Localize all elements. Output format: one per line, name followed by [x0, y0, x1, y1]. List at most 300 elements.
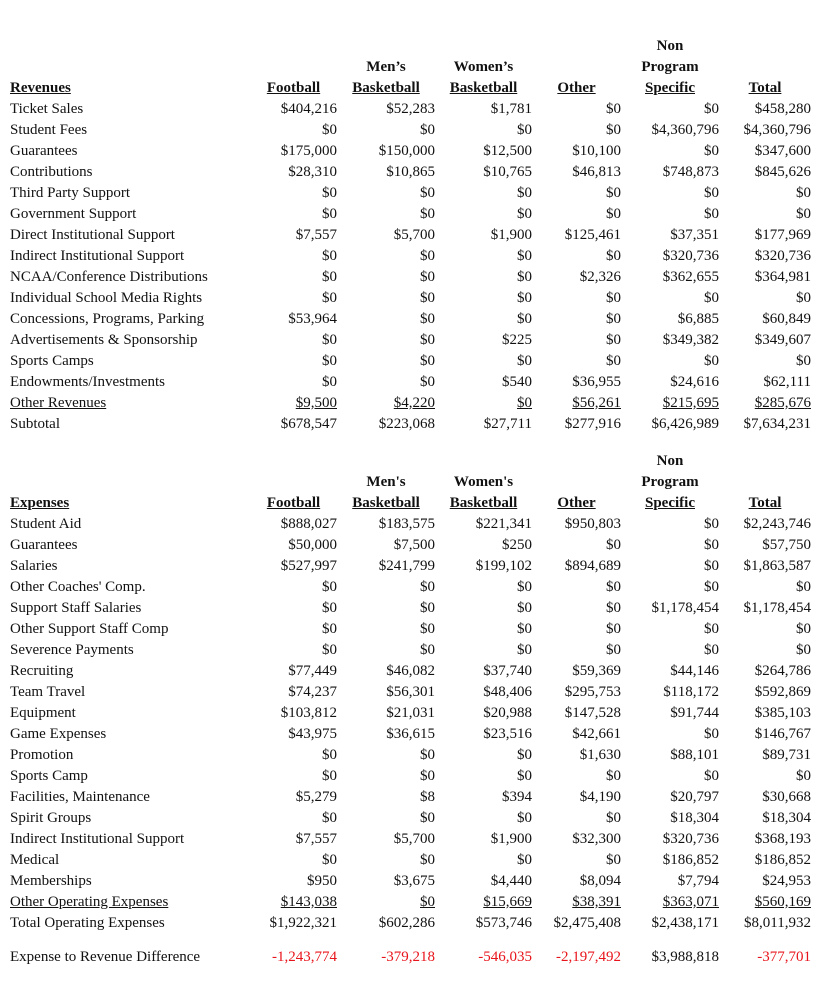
- cell-value-text: $241,799: [378, 558, 435, 574]
- cell-value: [337, 745, 435, 766]
- cell-value: [435, 745, 532, 766]
- cell-value: [719, 120, 811, 141]
- row-label: [10, 661, 250, 682]
- cell-value: [719, 141, 811, 162]
- cell-value: [621, 703, 719, 724]
- cell-value-text: $347,600: [754, 143, 811, 159]
- cell-value-text: $24,616: [670, 374, 719, 390]
- cell-value-text: $0: [420, 185, 435, 201]
- cell-value-text: $0: [704, 537, 719, 553]
- table-row: [10, 703, 811, 724]
- cell-value: [250, 871, 337, 892]
- cell-value: [250, 330, 337, 351]
- cell-value-text: $0: [606, 248, 621, 264]
- cell-value-text: $37,740: [483, 663, 532, 679]
- cell-value: [719, 246, 811, 267]
- cell-value: [435, 162, 532, 183]
- cell-value-text: $37,351: [670, 227, 719, 243]
- column-header-cell: [435, 451, 532, 472]
- cell-value: [621, 120, 719, 141]
- cell-value-text: $0: [420, 353, 435, 369]
- column-header-cell: [250, 57, 337, 78]
- column-header: Men's: [366, 474, 406, 490]
- cell-value: [719, 514, 811, 535]
- cell-value: [250, 598, 337, 619]
- cell-value: [719, 829, 811, 850]
- cell-value-text: $6,885: [677, 311, 719, 327]
- cell-value-text: $0: [322, 642, 337, 658]
- cell-value: [250, 99, 337, 120]
- table-row: [10, 535, 811, 556]
- cell-value-text: $118,172: [663, 684, 719, 700]
- table-row: [10, 309, 811, 330]
- cell-value-text: $0: [606, 206, 621, 222]
- cell-value-text: $0: [517, 122, 532, 138]
- cell-value-text: $7,500: [393, 537, 435, 553]
- column-header-cell: [435, 36, 532, 57]
- cell-value: [435, 766, 532, 787]
- cell-value-text: $215,695: [662, 395, 719, 411]
- cell-value-text: $0: [606, 122, 621, 138]
- cell-value-text: $21,031: [386, 705, 435, 721]
- revenues-body: [10, 99, 811, 435]
- column-header-cell: [621, 451, 719, 472]
- revenues-header-row: [10, 78, 811, 99]
- cell-value: [719, 577, 811, 598]
- cell-value: [435, 913, 532, 934]
- cell-value-text: $53,964: [288, 311, 337, 327]
- cell-value-text: $0: [796, 185, 811, 201]
- cell-value: [250, 577, 337, 598]
- cell-value-text: $8: [420, 789, 435, 805]
- cell-value: [621, 745, 719, 766]
- cell-value-text: $91,744: [670, 705, 719, 721]
- cell-value-text: $0: [704, 726, 719, 742]
- cell-value-text: $0: [420, 374, 435, 390]
- cell-value: [621, 619, 719, 640]
- cell-value: [621, 141, 719, 162]
- cell-value-text: $540: [502, 374, 532, 390]
- cell-value-text: $0: [420, 852, 435, 868]
- row-label: [10, 577, 250, 598]
- row-label: [10, 162, 250, 183]
- table-row: [10, 871, 811, 892]
- row-label: [10, 808, 250, 829]
- cell-value: [435, 535, 532, 556]
- cell-value-text: $0: [517, 768, 532, 784]
- cell-value-text: $89,731: [762, 747, 811, 763]
- column-header-cell: [250, 472, 337, 493]
- row-label-text: Medical: [10, 852, 60, 868]
- cell-value: [719, 892, 811, 913]
- cell-value: [621, 267, 719, 288]
- cell-value: [250, 913, 337, 934]
- expenses-header: [10, 451, 811, 514]
- cell-value: [719, 640, 811, 661]
- difference-value: -1,243,774: [272, 949, 337, 965]
- cell-value: [532, 724, 621, 745]
- cell-value: [435, 246, 532, 267]
- cell-value: [532, 787, 621, 808]
- table-row: [10, 598, 811, 619]
- column-header-cell: [435, 57, 532, 78]
- column-header-cell: [719, 493, 811, 514]
- cell-value-text: $264,786: [754, 663, 811, 679]
- column-header-cell: [10, 451, 250, 472]
- cell-value-text: $0: [322, 810, 337, 826]
- column-header: Football: [266, 80, 321, 96]
- cell-value: [532, 183, 621, 204]
- cell-value-text: $0: [517, 395, 532, 411]
- column-header: Men’s: [366, 59, 406, 75]
- column-header: Basketball: [352, 495, 420, 511]
- cell-value: [435, 372, 532, 393]
- cell-value-text: $18,304: [762, 810, 811, 826]
- cell-value: [719, 598, 811, 619]
- cell-value: [435, 556, 532, 577]
- cell-value: [337, 640, 435, 661]
- column-header-cell: [337, 451, 435, 472]
- cell-value: [532, 393, 621, 414]
- cell-value: [532, 162, 621, 183]
- cell-value: [719, 535, 811, 556]
- cell-value: [532, 204, 621, 225]
- cell-value: [435, 850, 532, 871]
- cell-value: [621, 162, 719, 183]
- cell-value-text: $285,676: [754, 395, 811, 411]
- cell-value-text: $0: [322, 206, 337, 222]
- cell-value-text: $23,516: [483, 726, 532, 742]
- row-label-text: Promotion: [10, 747, 74, 763]
- row-label: [10, 225, 250, 246]
- cell-value-text: $0: [517, 621, 532, 637]
- cell-value: [435, 267, 532, 288]
- cell-value: [435, 141, 532, 162]
- row-label-text: Salaries: [10, 558, 58, 574]
- table-row: [10, 766, 811, 787]
- cell-value-text: $320,736: [662, 248, 719, 264]
- cell-value: [250, 372, 337, 393]
- cell-value-text: $320,736: [754, 248, 811, 264]
- cell-value: [719, 351, 811, 372]
- cell-value: [719, 787, 811, 808]
- column-header-cell: [10, 472, 250, 493]
- row-label-text: Recruiting: [10, 663, 74, 679]
- cell-value: [621, 598, 719, 619]
- cell-value-text: $7,794: [677, 873, 719, 889]
- cell-value: [621, 682, 719, 703]
- cell-value: [532, 141, 621, 162]
- cell-value-text: $0: [517, 852, 532, 868]
- table-row: [10, 162, 811, 183]
- column-header: Basketball: [449, 80, 518, 96]
- cell-value: [337, 703, 435, 724]
- cell-value-text: $0: [322, 122, 337, 138]
- cell-value: [250, 661, 337, 682]
- cell-value-text: $0: [517, 269, 532, 285]
- row-label-text: Subtotal: [10, 416, 61, 432]
- cell-value-text: $0: [796, 353, 811, 369]
- row-label-text: Facilities, Maintenance: [10, 789, 150, 805]
- cell-value: [719, 393, 811, 414]
- row-label-text: Indirect Institutional Support: [10, 248, 185, 264]
- cell-value-text: $1,900: [490, 227, 532, 243]
- cell-value-text: $4,360,796: [743, 122, 811, 138]
- column-header: Other: [557, 495, 596, 511]
- cell-value: [337, 682, 435, 703]
- cell-value-text: $362,655: [662, 269, 719, 285]
- cell-value-text: $0: [322, 852, 337, 868]
- cell-value-text: $295,753: [564, 684, 621, 700]
- cell-value-text: $0: [322, 768, 337, 784]
- cell-value: [337, 99, 435, 120]
- cell-value-text: $2,243,746: [743, 516, 811, 532]
- cell-value-text: $0: [517, 248, 532, 264]
- cell-value: [250, 724, 337, 745]
- cell-value: [337, 850, 435, 871]
- cell-value-text: $0: [704, 642, 719, 658]
- column-header-cell: [435, 78, 532, 99]
- cell-value-text: $147,528: [564, 705, 621, 721]
- column-header: Total: [748, 80, 782, 96]
- cell-value-text: $48,406: [483, 684, 532, 700]
- column-header-cell: [621, 36, 719, 57]
- row-label-text: Other Support Staff Comp: [10, 621, 169, 637]
- cell-value-text: $6,426,989: [651, 416, 719, 432]
- difference-value: -379,218: [381, 949, 435, 965]
- cell-value: [250, 766, 337, 787]
- cell-value-text: $150,000: [378, 143, 435, 159]
- row-label-text: Support Staff Salaries: [10, 600, 142, 616]
- column-header: Non: [656, 453, 684, 469]
- cell-value: [337, 598, 435, 619]
- cell-value-text: $0: [704, 579, 719, 595]
- cell-value-text: $0: [796, 290, 811, 306]
- cell-value-text: $0: [606, 353, 621, 369]
- cell-value-text: $77,449: [288, 663, 337, 679]
- cell-value: [621, 225, 719, 246]
- column-header-cell: [10, 36, 250, 57]
- cell-value: [250, 703, 337, 724]
- cell-value: [337, 724, 435, 745]
- cell-value-text: $0: [420, 206, 435, 222]
- cell-value: [435, 225, 532, 246]
- column-header-cell: [337, 36, 435, 57]
- row-label-text: Student Aid: [10, 516, 82, 532]
- cell-value-text: $0: [704, 621, 719, 637]
- cell-value-text: $177,969: [754, 227, 811, 243]
- cell-value: [621, 330, 719, 351]
- table-row: [10, 829, 811, 850]
- cell-value: [337, 829, 435, 850]
- cell-value: [337, 204, 435, 225]
- cell-value-text: $845,626: [754, 164, 811, 180]
- column-header-cell: [719, 36, 811, 57]
- column-header: Specific: [645, 495, 695, 511]
- cell-value-text: $458,280: [754, 101, 811, 117]
- column-header-cell: [719, 57, 811, 78]
- cell-value-text: $0: [420, 642, 435, 658]
- cell-value-text: $42,661: [572, 726, 621, 742]
- cell-value-text: $50,000: [288, 537, 337, 553]
- cell-value: [719, 267, 811, 288]
- column-header-cell: [337, 57, 435, 78]
- cell-value: [532, 309, 621, 330]
- cell-value-text: $0: [704, 353, 719, 369]
- cell-value-text: $0: [517, 290, 532, 306]
- cell-value: [719, 661, 811, 682]
- cell-value: [250, 745, 337, 766]
- cell-value: [621, 204, 719, 225]
- cell-value: [337, 514, 435, 535]
- cell-value-text: $250: [502, 537, 532, 553]
- cell-value-text: $20,988: [483, 705, 532, 721]
- cell-value-text: $0: [517, 642, 532, 658]
- cell-value-text: $0: [796, 768, 811, 784]
- row-label: [10, 351, 250, 372]
- cell-value: [621, 246, 719, 267]
- cell-value: [337, 267, 435, 288]
- cell-value: [435, 661, 532, 682]
- cell-value-text: $1,630: [579, 747, 621, 763]
- cell-value: [250, 309, 337, 330]
- column-header-cell: [719, 472, 811, 493]
- cell-value: [719, 619, 811, 640]
- cell-value-text: $0: [606, 852, 621, 868]
- cell-value: [250, 787, 337, 808]
- cell-value: [532, 246, 621, 267]
- cell-value: [435, 724, 532, 745]
- row-label: [10, 414, 250, 435]
- cell-value: [337, 661, 435, 682]
- cell-value-text: $0: [704, 185, 719, 201]
- cell-value: [250, 892, 337, 913]
- row-label-text: Direct Institutional Support: [10, 227, 175, 243]
- cell-value: [435, 393, 532, 414]
- cell-value: [532, 913, 621, 934]
- revenues-table: [10, 36, 811, 435]
- cell-value: [621, 640, 719, 661]
- cell-value-text: $0: [322, 353, 337, 369]
- cell-value: [621, 535, 719, 556]
- cell-value: [532, 871, 621, 892]
- cell-value: [250, 141, 337, 162]
- table-row: [10, 183, 811, 204]
- cell-value: [621, 808, 719, 829]
- table-row: [10, 393, 811, 414]
- cell-value: [250, 850, 337, 871]
- cell-value: [435, 330, 532, 351]
- row-label-text: Contributions: [10, 164, 93, 180]
- column-header: Program: [641, 474, 699, 490]
- cell-value: [250, 619, 337, 640]
- cell-value-text: $394: [502, 789, 532, 805]
- cell-value-text: $59,369: [572, 663, 621, 679]
- cell-value-text: $0: [704, 206, 719, 222]
- cell-value-text: $0: [796, 621, 811, 637]
- cell-value: [621, 661, 719, 682]
- column-header-cell: [621, 493, 719, 514]
- cell-value: [250, 267, 337, 288]
- cell-value: [250, 162, 337, 183]
- cell-value-text: $0: [517, 600, 532, 616]
- cell-value-text: $0: [606, 311, 621, 327]
- cell-value-text: $10,865: [386, 164, 435, 180]
- cell-value: [532, 619, 621, 640]
- table-row: [10, 724, 811, 745]
- cell-value: [435, 682, 532, 703]
- cell-value: [250, 288, 337, 309]
- cell-value: [337, 330, 435, 351]
- cell-value-text: $0: [704, 558, 719, 574]
- cell-value: [250, 414, 337, 435]
- row-label: [10, 640, 250, 661]
- row-label: [10, 724, 250, 745]
- cell-value-text: $30,668: [762, 789, 811, 805]
- table-row: [10, 745, 811, 766]
- cell-value: [719, 309, 811, 330]
- difference-row: [10, 947, 811, 968]
- cell-value: [337, 162, 435, 183]
- cell-value-text: $0: [322, 747, 337, 763]
- cell-value-text: $1,863,587: [743, 558, 811, 574]
- cell-value-text: $43,975: [288, 726, 337, 742]
- cell-value: [435, 829, 532, 850]
- cell-value: [719, 913, 811, 934]
- table-row: [10, 120, 811, 141]
- cell-value: [337, 141, 435, 162]
- cell-value: [337, 556, 435, 577]
- cell-value-text: $2,326: [579, 269, 621, 285]
- cell-value: [719, 204, 811, 225]
- cell-value-text: $0: [420, 122, 435, 138]
- cell-value: [337, 892, 435, 913]
- cell-value-text: $7,557: [295, 227, 337, 243]
- row-label: [10, 183, 250, 204]
- table-row: [10, 414, 811, 435]
- cell-value: [337, 288, 435, 309]
- cell-value: [435, 514, 532, 535]
- row-label: [10, 372, 250, 393]
- revenues-section-title: Revenues: [10, 80, 71, 96]
- column-header-cell: [532, 493, 621, 514]
- cell-value: [435, 598, 532, 619]
- cell-value: [532, 661, 621, 682]
- cell-value: [337, 225, 435, 246]
- cell-value: [719, 850, 811, 871]
- column-header-cell: [719, 451, 811, 472]
- cell-value-text: $8,011,932: [744, 915, 811, 931]
- cell-value-text: $10,765: [483, 164, 532, 180]
- cell-value: [250, 204, 337, 225]
- table-row: [10, 351, 811, 372]
- cell-value-text: $894,689: [564, 558, 621, 574]
- cell-value-text: $0: [517, 206, 532, 222]
- cell-value-text: $0: [606, 185, 621, 201]
- expenses-header-row: [10, 472, 811, 493]
- cell-value-text: $20,797: [670, 789, 719, 805]
- cell-value-text: $0: [420, 248, 435, 264]
- cell-value-text: $36,955: [572, 374, 621, 390]
- table-row: [10, 330, 811, 351]
- cell-value-text: $4,360,796: [651, 122, 719, 138]
- cell-value: [337, 535, 435, 556]
- cell-value: [532, 829, 621, 850]
- cell-value: [719, 99, 811, 120]
- cell-value: [719, 766, 811, 787]
- cell-value: [337, 372, 435, 393]
- cell-value: [532, 372, 621, 393]
